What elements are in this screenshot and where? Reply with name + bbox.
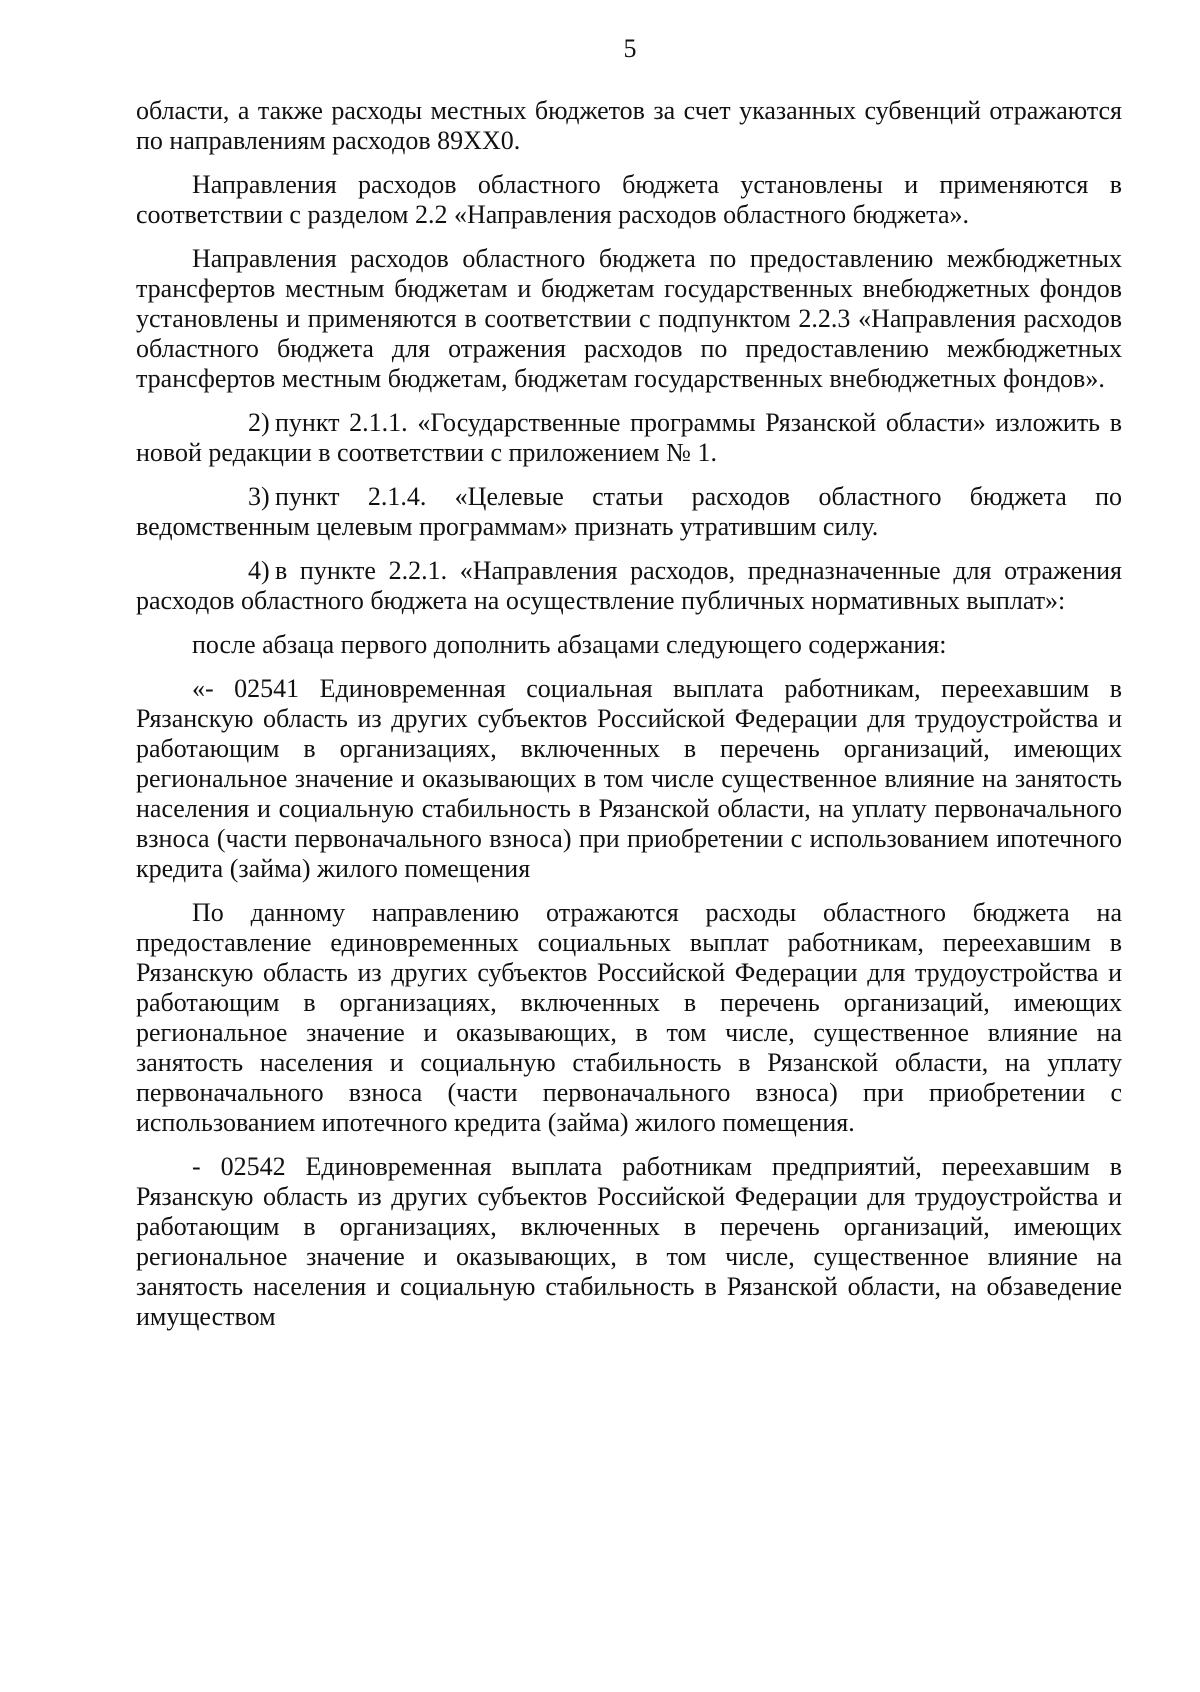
list-item-3 <box>136 482 1122 542</box>
list-item-text: пункт 2.1.4. «Целевые статьи расходов областного бюджета по ведомственным целевым программам» признать утратившим силу. <box>136 482 1122 541</box>
list-number: 2) <box>248 408 270 437</box>
list-number: 3) <box>248 482 270 511</box>
paragraph-02541-description: По данному направлению отражаются расходы областного бюджета на предоставление единовременных социальных выплат работникам, переехавшим в Рязанскую область из других субъектов Российской Федерации для трудоустройства и работающим в организациях, включенных в перечень организаций, имеющих региональное значение и оказывающих, в том числе, существенное влияние на занятость населения и социальную стабильность в Рязанской области, на уплату первоначального взноса (части первоначального взноса) при приобретении с использованием ипотечного кредита (займа) жилого помещения. <box>136 898 1122 1137</box>
paragraph-02541: «- 02541 Единовременная социальная выплата работникам, переехавшим в Рязанскую область из других субъектов Российской Федерации для трудоустройства и работающим в организациях, включенных в перечень организаций, имеющих региональное значение и оказывающих в том числе существенное влияние на занятость населения и социальную стабильность в Рязанской области, на уплату первоначального взноса (части первоначального взноса) при приобретении с использованием ипотечного кредита (займа) жилого помещения <box>136 674 1122 883</box>
list-item-4 <box>136 556 1122 616</box>
list-item-text: в пункте 2.2.1. «Направления расходов, предназначенные для отражения расходов областного бюджета на осуществление публичных нормативных выплат»: <box>136 556 1122 615</box>
page-number: 5 <box>623 34 637 63</box>
paragraph-directions: Направления расходов областного бюджета установлены и применяются в соответствии с разделом 2.2 «Направления расходов областного бюджета». <box>136 170 1122 229</box>
paragraph-continuation: области, а также расходы местных бюджетов за счет указанных субвенций отражаются по направлениям расходов 89ХХ0. <box>136 96 1122 155</box>
list-item-text: пункт 2.1.1. «Государственные программы Рязанской области» изложить в новой редакции в соответствии с приложением № 1. <box>136 408 1122 467</box>
document-body <box>136 96 1122 1332</box>
list-item-2 <box>136 408 1122 468</box>
list-number: 4) <box>248 556 270 585</box>
paragraph-02542: - 02542 Единовременная выплата работникам предприятий, переехавшим в Рязанскую область из других субъектов Российской Федерации для трудоустройства и работающим в организациях, включенных в перечень организаций, имеющих региональное значение и оказывающих, в том числе, существенное влияние на занятость населения и социальную стабильность в Рязанской области, на обзаведение имуществом <box>136 1152 1122 1331</box>
paragraph-transfers: Направления расходов областного бюджета по предоставлению межбюджетных трансфертов местным бюджетам и бюджетам государственных внебюджетных фондов установлены и применяются в соответствии с подпунктом 2.2.3 «Направления расходов областного бюджета для отражения расходов по предоставлению межбюджетных трансфертов местным бюджетам, бюджетам государственных внебюджетных фондов». <box>136 244 1122 393</box>
paragraph-addition: после абзаца первого дополнить абзацами следующего содержания: <box>192 630 947 659</box>
